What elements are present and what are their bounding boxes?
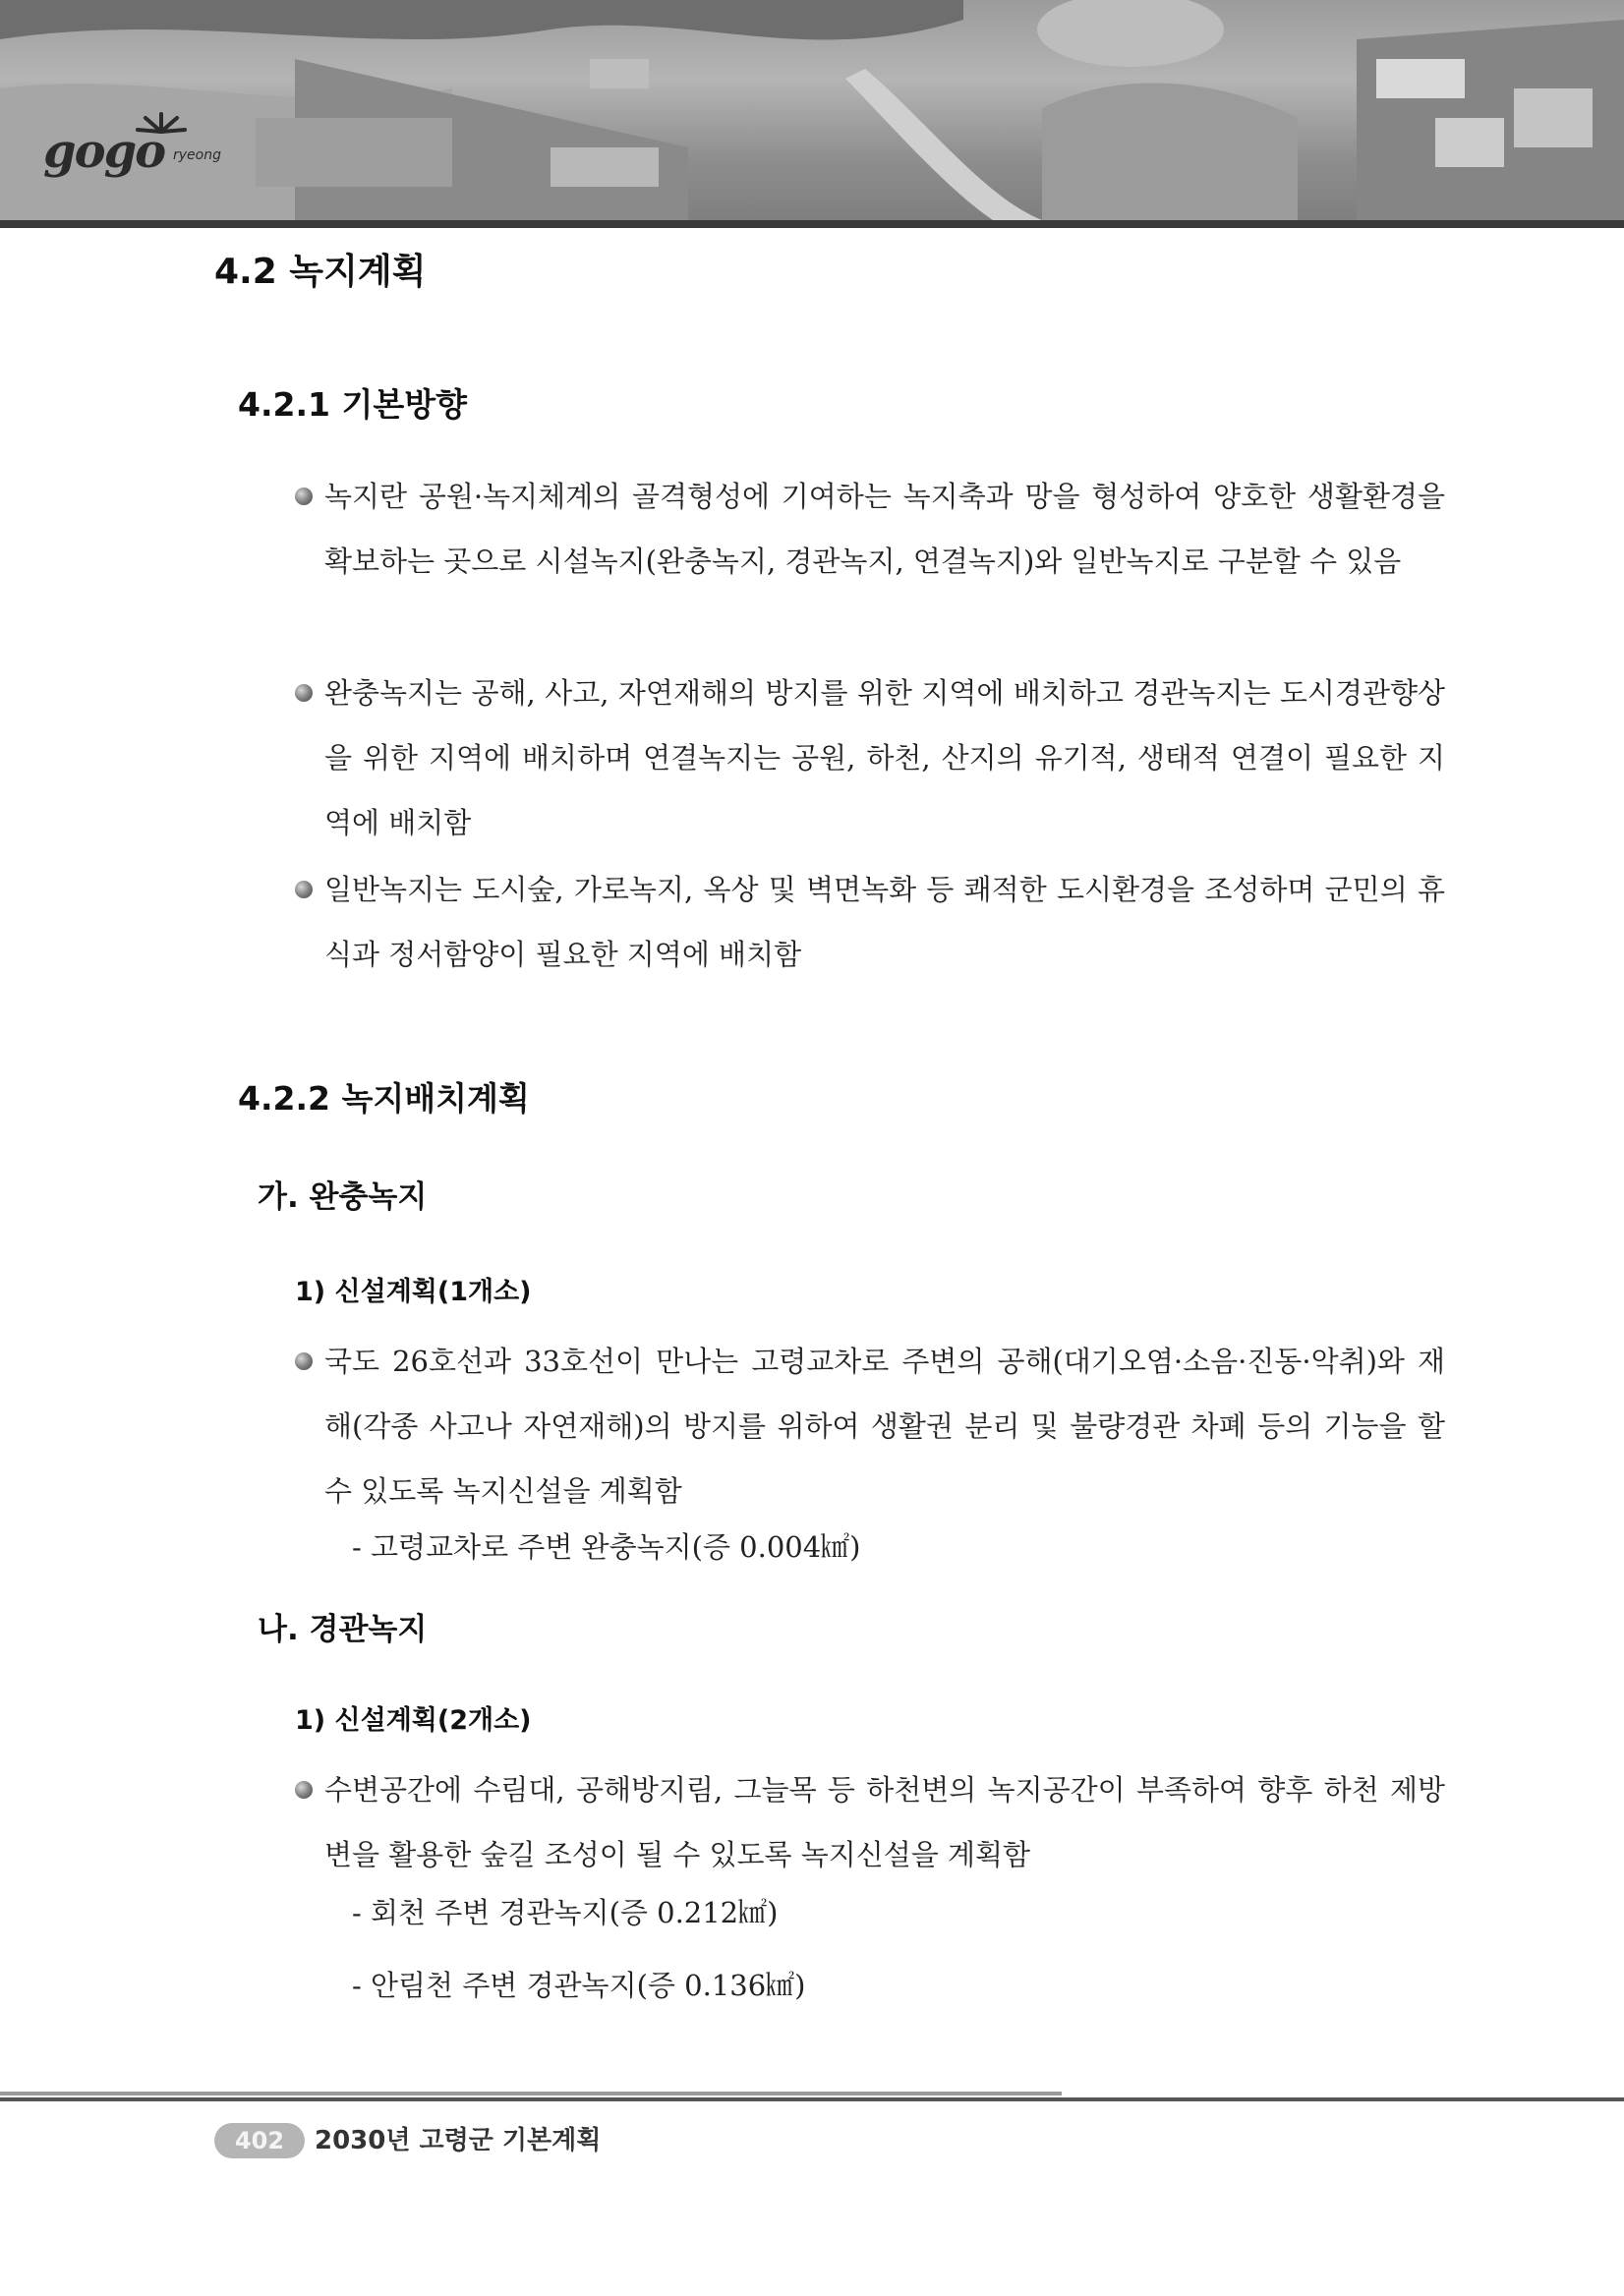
bullet-text: 수변공간에 수림대, 공해방지림, 그늘목 등 하천변의 녹지공간이 부족하여 향후 하천 제방변을 활용한 숲길 조성이 될 수 있도록 녹지신설을 계획함 xyxy=(324,1773,1445,1871)
bullet-text: 녹지란 공원·녹지체계의 골격형성에 기여하는 녹지축과 망을 형성하여 양호한 생활환경을 확보하는 곳으로 시설녹지(완충녹지, 경관녹지, 연결녹지)와 일반녹지로 구분할 수 있음 xyxy=(324,480,1445,578)
subsection-title-basic-direction: 4.2.1 기본방향 xyxy=(238,385,467,424)
logo-subtext: ryeong xyxy=(173,147,221,163)
dash-item: - 안림천 주변 경관녹지(증 0.136㎢) xyxy=(352,1969,806,2002)
gogo-goryeong-logo xyxy=(39,85,246,193)
bullet-text: 일반녹지는 도시숲, 가로녹지, 옥상 및 벽면녹화 등 쾌적한 도시환경을 조성하며 군민의 휴식과 정서함양이 필요한 지역에 배치함 xyxy=(324,873,1445,971)
page-number: 402 xyxy=(214,2123,305,2158)
list-item xyxy=(324,464,1445,594)
footer-rule xyxy=(0,2097,1624,2101)
subsection-title-placement-plan: 4.2.2 녹지배치계획 xyxy=(238,1079,530,1118)
heading-buffer-green: 가. 완충녹지 xyxy=(258,1179,428,1215)
logo-wordmark: gogo xyxy=(43,124,165,179)
heading-buffer-new-plan: 1) 신설계획(1개소) xyxy=(295,1277,532,1307)
list-item xyxy=(324,1329,1445,1523)
header-rule xyxy=(0,220,1624,228)
heading-landscape-green: 나. 경관녹지 xyxy=(258,1612,428,1647)
heading-landscape-new-plan: 1) 신설계획(2개소) xyxy=(295,1705,532,1736)
bullet-icon xyxy=(295,1781,313,1799)
section-title: 4.2 녹지계획 xyxy=(214,252,427,292)
list-item xyxy=(324,660,1445,855)
dash-item: - 고령교차로 주변 완충녹지(증 0.004㎢) xyxy=(352,1530,861,1564)
bullet-icon xyxy=(295,684,313,702)
bullet-text: 국도 26호선과 33호선이 만나는 고령교차로 주변의 공해(대기오염·소음·진동·악취)와 재해(각종 사고나 자연재해)의 방지를 위하여 생활권 분리 및 불량경관 차폐 등의 기능을 할 수 있도록 녹지신설을 계획함 xyxy=(324,1345,1445,1508)
bullet-icon xyxy=(295,881,313,898)
bullet-icon xyxy=(295,1352,313,1370)
bullet-text: 완충녹지는 공해, 사고, 자연재해의 방지를 위한 지역에 배치하고 경관녹지는 도시경관향상을 위한 지역에 배치하며 연결녹지는 공원, 하천, 산지의 유기적, 생태적 연결이 필요한 지역에 배치함 xyxy=(324,676,1445,839)
bullet-icon xyxy=(295,488,313,505)
list-item xyxy=(324,857,1445,987)
footer-book-title: 2030년 고령군 기본계획 xyxy=(315,2126,602,2155)
list-item xyxy=(324,1757,1445,1887)
header-banner xyxy=(0,0,1624,228)
footer-rule xyxy=(0,2092,1062,2095)
dash-item: - 회천 주변 경관녹지(증 0.212㎢) xyxy=(352,1896,779,1929)
